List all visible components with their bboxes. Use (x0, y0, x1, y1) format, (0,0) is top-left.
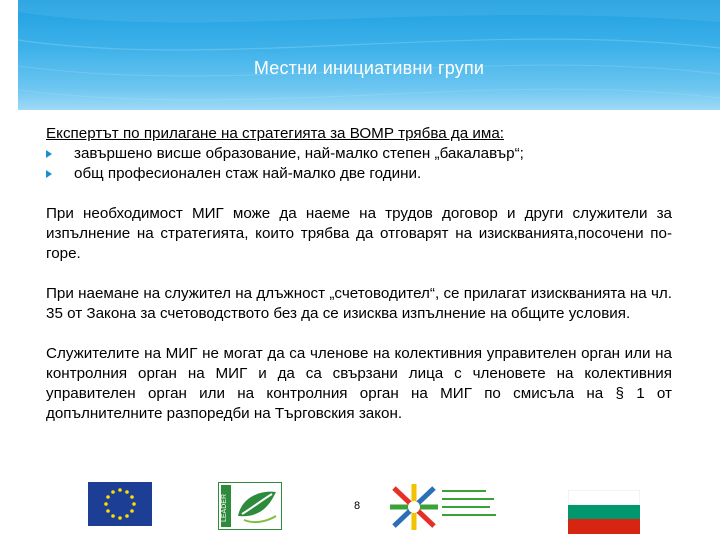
triangle-bullet-icon (46, 150, 52, 158)
paragraph-additional-staff: При необходимост МИГ може да наеме на трудов договор и други служители за изпълнение на стратегията, които трябва да отговарят на изискванията,посочени по-горе. (46, 205, 672, 262)
requirements-list (46, 144, 672, 184)
title-banner (18, 0, 720, 110)
list-item (46, 144, 672, 164)
leader-logo-icon (218, 482, 282, 530)
bulgarian-flag-icon (568, 490, 640, 534)
list-item (46, 164, 672, 184)
paragraph-accountant: При наемане на служител на длъжност „счетоводител“, се прилагат изискванията на чл. 35 от Закона за счетоводството без да се изисква изпълнение на общите условия. (46, 285, 672, 322)
rural-development-logo-icon (388, 482, 440, 532)
leader-logo-text: LEADER (221, 493, 228, 522)
eu-flag-icon (88, 482, 152, 526)
list-item-text: общ професионален стаж най-малко две години. (74, 165, 422, 182)
banner-wave-decoration (18, 0, 720, 110)
slide-body (46, 124, 672, 424)
paragraph-staff-restrictions: Служителите на МИГ не могат да са членове на колективния управителен орган или на контролния орган на МИГ и да са свързани лица с членовете на колективния управителен орган или на контролния орган на МИГ по смисъла на § 1 от допълнителните разпоредби на Търговския закон. (46, 345, 672, 422)
triangle-bullet-icon (46, 170, 52, 178)
expert-requirements-heading: Експертът по прилагане на стратегията за ВОМР трябва да има: (46, 125, 505, 142)
slide-title: Местни инициативни групи (253, 58, 485, 78)
list-item-text: завършено висше образование, най-малко степен „бакалавър“; (74, 145, 524, 162)
rural-development-logo-caption-icon (442, 486, 498, 526)
page-number: 8 (354, 500, 361, 512)
